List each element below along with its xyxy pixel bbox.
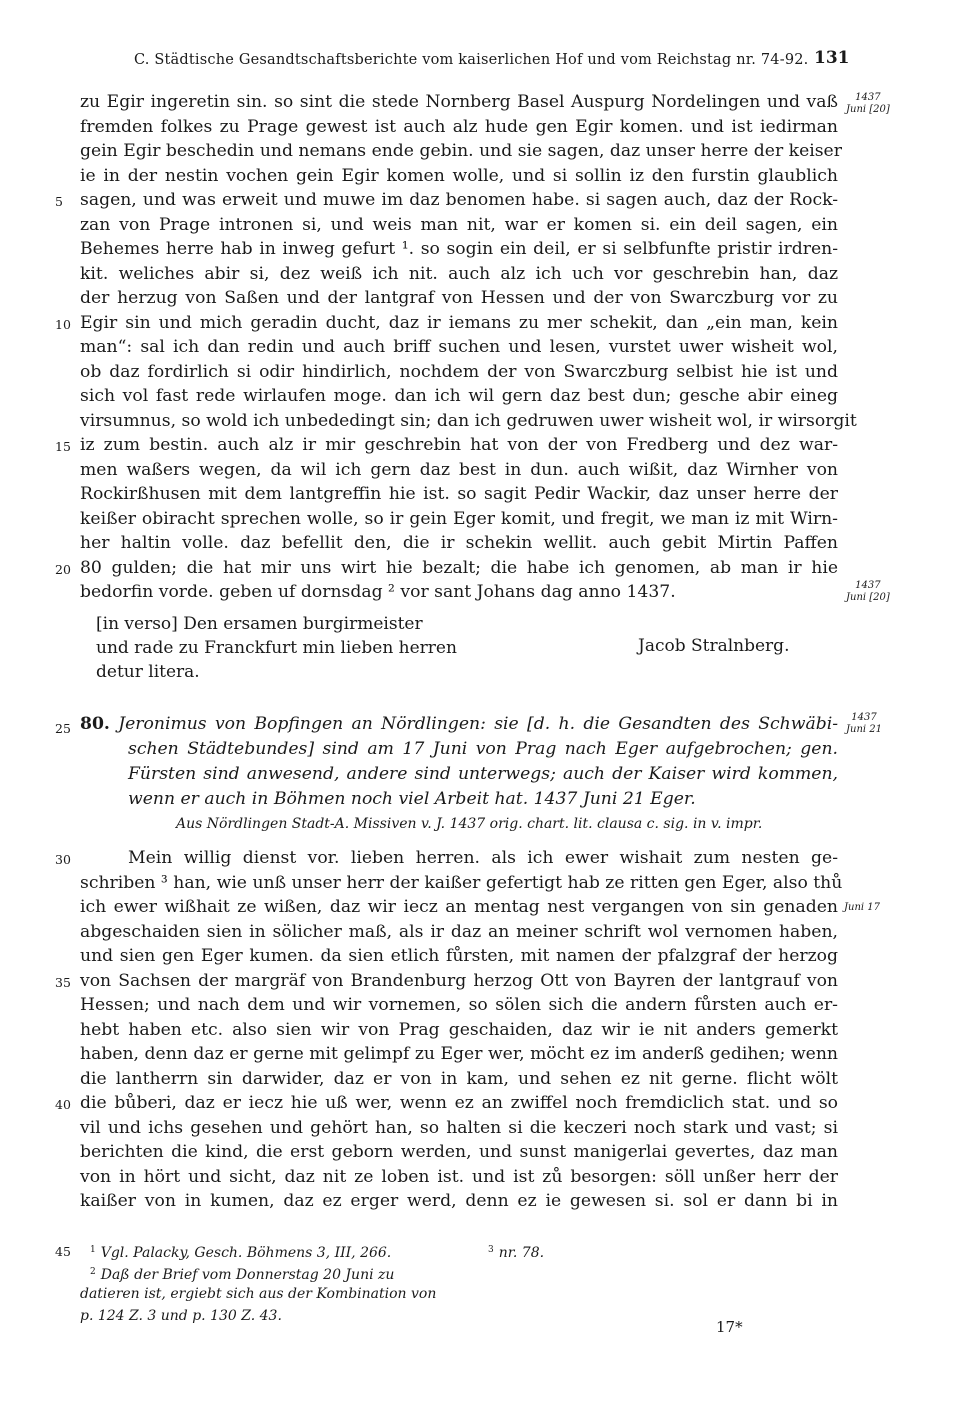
text-line: die bůberi, daz er iecz hie uß wer, wenn ez an zwiffel noch fremdiclich stat. und so xyxy=(80,1093,838,1113)
text-line: her haltin volle. daz befellit den, die ir schekin wellit. auch gebit Mirtin Paffen xyxy=(80,533,838,553)
footnote-2: $^2$ Daß der Brief vom Donnerstag 20 Juni zu xyxy=(90,1267,395,1283)
footnote-3: $^3$ nr. 78. xyxy=(488,1245,545,1261)
page-number: 131 xyxy=(814,48,850,68)
line-number: 15 xyxy=(55,439,71,454)
text-line: Hessen; und nach dem und wir vornemen, so sölen sich die andern fůrsten auch er- xyxy=(80,995,838,1015)
address-line-3: detur litera. xyxy=(96,662,200,682)
text-line: sich vol fast rede wirlaufen moge. dan ich wil gern daz best dun; gesche abir eineg xyxy=(80,386,838,406)
text-line: gein Egir beschedin und nemans ende gebin. und sie sagen, daz unser herre der keiser xyxy=(80,141,842,161)
text-line: men waßers wegen, da wil ich gern daz best in dun. auch wißit, daz Wirnher von xyxy=(80,459,838,480)
entry-heading-line-2: schen Städtebundes] sind am 17 Juni von Prag nach Eger aufgebrochen; gen. xyxy=(128,739,838,759)
margin-year: 1437 xyxy=(855,580,881,591)
text-line: die lantherrn sin darwider, daz er von in kam, und sehen ez nit gerne. flicht wölt xyxy=(80,1068,838,1089)
line-number: 20 xyxy=(55,561,71,577)
text-line: fremden folkes zu Prage gewest ist auch alz hude gen Egir komen. und ist iedirman xyxy=(80,116,838,137)
text-line: virsumnus, so wold ich unbededingt sin; dan ich gedruwen uwer wisheit wol, ir wirsorgit xyxy=(80,410,857,431)
line-number: 10 xyxy=(55,316,71,332)
footnote-1: $^1$ Vgl. Palacky, Gesch. Böhmens 3, III, 266. xyxy=(90,1245,392,1261)
text-line: von Sachsen der margräf von Brandenburg herzog Ott von Bayren der lantgrauf von xyxy=(80,970,838,991)
text-line: von in hört und sicht, daz nit ze loben ist. und ist zů besorgen: söll unßer herr der xyxy=(80,1166,838,1187)
text-line: kit. weliches abir si, dez weiß ich nit. auch alz ich uch vor geschrebin han, daz xyxy=(80,263,838,284)
text-line: und sien gen Eger kumen. da sien etlich fůrsten, mit namen der pfalzgraf der herzog xyxy=(80,946,838,966)
text-line: schriben ³ han, wie unß unser herr der kaißer gefertigt hab ze ritten gen Eger, also thů xyxy=(80,872,843,893)
address-line-1: [in verso] Den ersamen burgirmeister xyxy=(96,614,423,634)
text-line: Behemes herre hab in inweg gefurt ¹. so sogin ein deil, er si selbfunfte pristir irdren- xyxy=(80,239,838,259)
margin-day: Juni 21 xyxy=(846,724,882,735)
text-line: vil und ichs gesehen und gehört han, so halten si die keczeri noch stark und vast; si xyxy=(80,1117,838,1138)
text-line: Mein willig dienst vor. lieben herren. als ich ewer wishait zum nesten ge- xyxy=(128,848,838,868)
line-number: 35 xyxy=(55,974,71,990)
line-number: 5 xyxy=(55,194,63,209)
text-line: abgeschaiden sien in sölicher maß, als ir daz an meiner schrift wol vernomen haben, xyxy=(80,921,838,942)
text-line: man“: sal ich dan redin und auch briff suchen und lesen, vurstet uwer wisheit wol, xyxy=(80,337,838,357)
address-line-2: und rade zu Franckfurt min lieben herren xyxy=(96,638,457,658)
text-line: bedorfin vorde. geben uf dornsdag ² vor sant Johans dag anno 1437. xyxy=(80,582,676,602)
running-title: C. Städtische Gesandtschaftsberichte vom kaiserlichen Hof und vom Reichstag nr. 74-92. xyxy=(134,52,809,68)
text-line: ich ewer wißhait ze wißen, daz wir iecz an mentag nest vergangen von sin genaden xyxy=(80,897,838,917)
text-line: iz zum bestin. auch alz ir mir geschrebin hat von der von Fredberg und dez war- xyxy=(80,435,838,455)
line-number: 40 xyxy=(55,1097,71,1112)
margin-date-top xyxy=(846,92,890,116)
entry-heading-text: Jeronimus von Bopfingen an Nördlingen: sie [d. h. die Gesandten des Schwäbi- xyxy=(118,714,838,734)
entry-heading-line-1 xyxy=(80,712,838,736)
margin-year: 1437 xyxy=(851,712,877,723)
text-line: haben, denn daz er gerne mit gelimpf zu Eger wer, möcht ez im anderß gedihen; wenn xyxy=(80,1044,838,1064)
text-line: 80 gulden; die hat mir uns wirt hie bezalt; die habe ich genomen, ab man ir hie xyxy=(80,557,838,578)
entry-heading-line-3: Fürsten sind anwesend, andere sind unterwegs; auch der Kaiser wird kommen, xyxy=(128,764,838,784)
signature-mark: 17* xyxy=(716,1318,743,1336)
margin-day: Juni [20] xyxy=(846,104,890,115)
text-line: zan von Prage intronen si, und weis man nit, war er komen si. ein deil sagen, ein xyxy=(80,214,838,235)
margin-year: 1437 xyxy=(855,92,881,103)
text-line: Egir sin und mich geradin ducht, daz ir iemans zu mer schekit, dan „ein man, kein xyxy=(80,312,838,333)
text-line: der herzug von Saßen und der lantgraf von Hessen und der von Swarczburg vor zu xyxy=(80,288,838,308)
text-line: hebt haben etc. also sien wir von Prag geschaiden, daz wir ie nit anders gemerkt xyxy=(80,1019,838,1040)
text-line: kaißer von in kumen, daz ez erger werd, denn ez ie gewesen si. sol er dann bi in xyxy=(80,1191,838,1211)
text-line: Rockirßhusen mit dem lantgreffin hie ist. so sagit Pedir Wackir, daz unser herre der xyxy=(80,484,838,504)
margin-date-bottom xyxy=(846,580,890,604)
line-number: 30 xyxy=(55,852,71,867)
margin-date-body: Juni 17 xyxy=(844,902,880,913)
footnote-2-cont-2: p. 124 Z. 3 und p. 130 Z. 43. xyxy=(80,1308,282,1324)
margin-date-entry xyxy=(846,712,882,736)
text-line: berichten die kind, die erst geborn werden, und sunst manigerlai gevertes, daz man xyxy=(80,1142,838,1162)
source-citation: Aus Nördlingen Stadt-A. Missiven v. J. 1437 orig. chart. lit. clausa c. sig. in v. impr. xyxy=(176,816,763,832)
text-line: keißer obiracht sprechen wolle, so ir gein Eger komit, und fregit, we man iz mit Wirn- xyxy=(80,508,838,529)
text-line: ob daz fordirlich si odir hindirlich, nochdem der von Swarczburg selbist hie ist und xyxy=(80,361,838,382)
footnote-2-cont-1: datieren ist, ergiebt sich aus der Kombination von xyxy=(80,1286,437,1302)
text-line: zu Egir ingeretin sin. so sint die stede Nornberg Basel Auspurg Nordelingen und vaß xyxy=(80,92,838,112)
text-line: ie in der nestin vochen gein Egir komen wolle, und si sollin iz den furstin glaublich xyxy=(80,165,838,186)
entry-heading-line-4: wenn er auch in Böhmen noch viel Arbeit hat. 1437 Juni 21 Eger. xyxy=(128,789,696,809)
line-number: 25 xyxy=(55,721,71,736)
entry-number: 80. xyxy=(80,714,110,734)
footnote-line-number: 45 xyxy=(55,1244,71,1259)
signature: Jacob Stralnberg. xyxy=(638,636,790,656)
text-line: sagen, und was erweit und muwe im daz benomen habe. si sagen auch, daz der Rock- xyxy=(80,190,838,210)
margin-day: Juni [20] xyxy=(846,592,890,603)
